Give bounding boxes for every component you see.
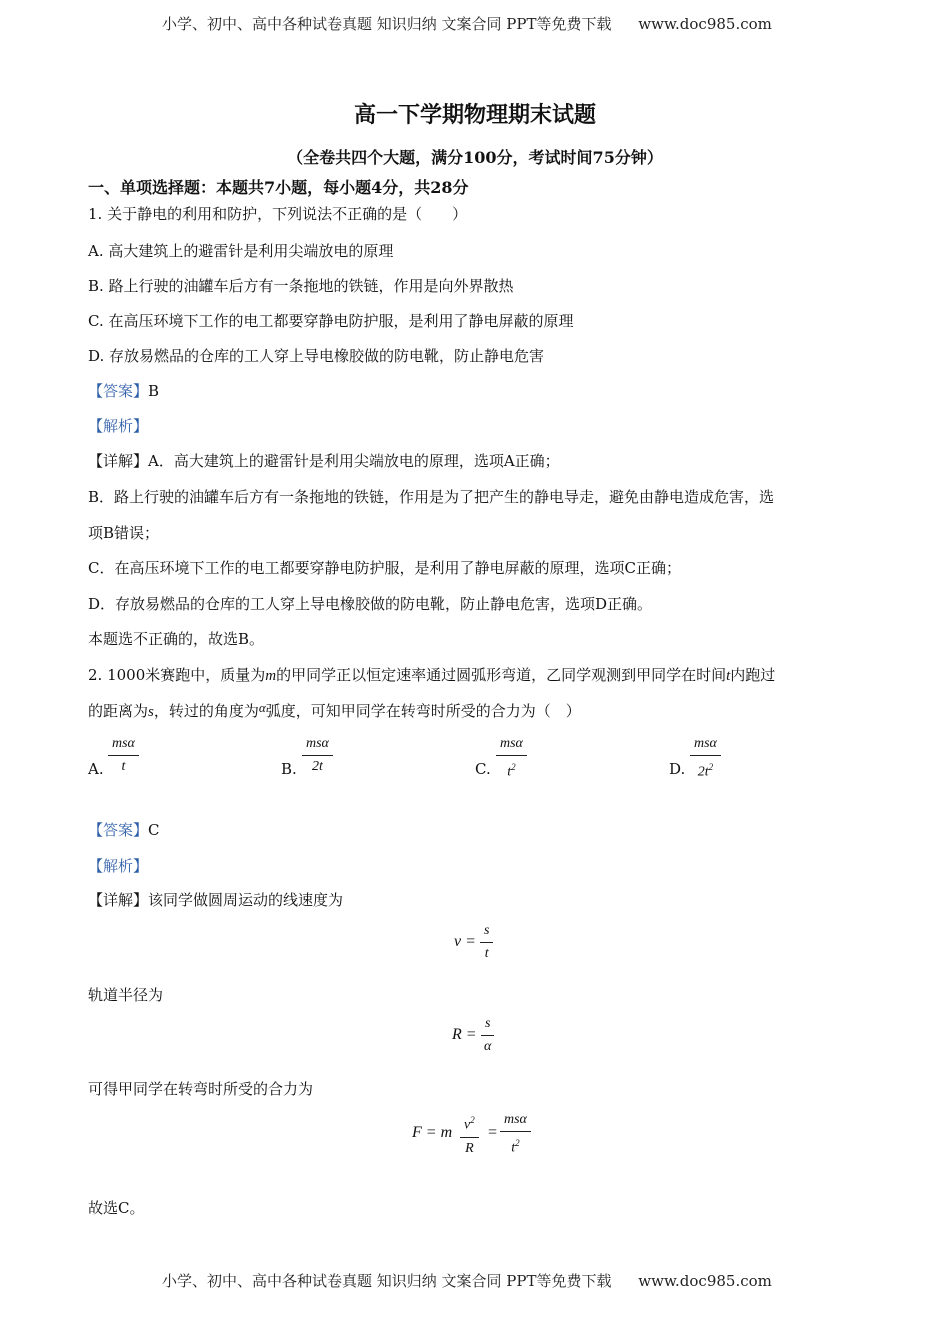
- var-m: m: [265, 668, 277, 684]
- q1-analysis-tag: 【解析】: [88, 417, 149, 435]
- eq2-fraction: [481, 1016, 494, 1055]
- q1-detail-4: D．存放易燃品的仓库的工人穿上导电橡胶做的防电靴，防止静电危害，选项D正确。: [88, 595, 653, 613]
- var-alpha: α: [258, 700, 266, 715]
- q2-option-d-label: D.: [669, 760, 686, 778]
- q2-option-b-fraction: [302, 736, 333, 775]
- footer-url[interactable]: www.doc985.com: [638, 1272, 772, 1290]
- fraction-denominator: t: [484, 946, 489, 961]
- fraction-denominator: [690, 759, 721, 781]
- q1-option-c: C. 在高压环境下工作的电工都要穿静电防护服，是利用了静电屏蔽的原理: [88, 312, 574, 330]
- eq2-lhs: R =: [452, 1026, 477, 1043]
- q1-detail-2a: B．路上行驶的油罐车后方有一条拖地的铁链，作用是为了把产生的静电导走，避免由静电造成危害，选: [88, 488, 775, 506]
- q2-detail-intro: [88, 889, 343, 910]
- answer-tag: 【答案】: [88, 821, 149, 839]
- den-exponent: 2: [515, 1138, 520, 1148]
- den-base: t: [507, 764, 512, 780]
- q2-option-c-label: C.: [475, 760, 491, 778]
- eq3-fraction-2: [500, 1112, 531, 1157]
- fraction-denominator: [496, 759, 527, 781]
- q2-option-c-fraction: [496, 736, 527, 781]
- q1-option-a: A. 高大建筑上的避雷针是利用尖端放电的原理: [88, 242, 394, 260]
- q2-option-a-fraction: [108, 736, 139, 775]
- q1-option-b: B. 路上行驶的油罐车后方有一条拖地的铁链，作用是向外界散热: [88, 277, 514, 295]
- q1-detail-1: [88, 450, 560, 471]
- q1-stem: 1. 关于静电的利用和防护，下列说法不正确的是（ ）: [88, 205, 468, 223]
- q2-analysis-tag: 【解析】: [88, 857, 149, 875]
- q2-force-text: 可得甲同学在转弯时所受的合力为: [88, 1080, 314, 1098]
- footer-text: 小学、初中、高中各种试卷真题 知识归纳 文案合同 PPT等免费下载: [162, 1272, 612, 1290]
- page-subtitle: （全卷共四个大题，满分100分，考试时间75分钟）: [287, 148, 663, 167]
- q2-radius-text: 轨道半径为: [88, 986, 164, 1004]
- fraction-numerator: msα: [500, 736, 523, 751]
- var-s: s: [148, 704, 154, 720]
- stem-text: 的甲同学正以恒定速率通过圆弧形弯道，乙同学观测到甲同学在时间: [276, 666, 727, 684]
- q2-stem-line1: [88, 664, 775, 685]
- fraction-denominator: α: [484, 1039, 492, 1054]
- fraction-numerator: msα: [112, 736, 135, 751]
- var-t: t: [726, 668, 731, 684]
- stem-text: 2. 1000米赛跑中，质量为: [88, 666, 266, 684]
- eq1-fraction: [480, 923, 493, 962]
- detail-tag: 【详解】: [88, 891, 149, 909]
- page-title: 高一下学期物理期末试题: [353, 102, 596, 128]
- q1-option-d: D. 存放易燃品的仓库的工人穿上导电橡胶做的防电靴，防止静电危害: [88, 347, 545, 365]
- fraction-numerator: s: [485, 1016, 491, 1031]
- fraction-denominator: 2t: [312, 759, 323, 774]
- detail-text: A．高大建筑上的避雷针是利用尖端放电的原理，选项A正确；: [148, 452, 560, 470]
- q1-answer: [88, 380, 159, 401]
- detail-tag: 【详解】: [88, 452, 149, 470]
- stem-text: 的距离为: [88, 702, 149, 720]
- fraction-denominator: R: [465, 1140, 474, 1156]
- eq3-equals: =: [487, 1124, 498, 1141]
- answer-value: B: [148, 382, 160, 400]
- q2-option-b-label: B.: [281, 760, 297, 778]
- fraction-numerator: msα: [504, 1112, 527, 1127]
- eq1-lhs: v =: [454, 933, 476, 950]
- num-base: v: [464, 1117, 471, 1133]
- fraction-numerator: msα: [694, 736, 717, 751]
- fraction-numerator: s: [484, 923, 490, 938]
- q1-detail-2b: 项B错误；: [88, 524, 160, 542]
- eq3-lhs: F = m: [412, 1124, 453, 1141]
- q2-answer: [88, 819, 160, 840]
- stem-text: ，转过的角度为: [153, 702, 259, 720]
- detail-text: 该同学做圆周运动的线速度为: [148, 891, 344, 909]
- fraction-denominator: [500, 1135, 531, 1157]
- num-exponent: 2: [470, 1115, 475, 1125]
- q2-option-a-label: A.: [88, 760, 104, 778]
- header-url[interactable]: www.doc985.com: [638, 15, 772, 33]
- header-text: 小学、初中、高中各种试卷真题 知识归纳 文案合同 PPT等免费下载: [162, 15, 612, 33]
- answer-tag: 【答案】: [88, 382, 149, 400]
- page-header: [162, 13, 772, 34]
- stem-text: 内跑过: [730, 666, 776, 684]
- den-base: t: [511, 1140, 516, 1156]
- den-exponent: 2: [708, 762, 714, 772]
- fraction-numerator: [460, 1112, 479, 1134]
- den-exponent: 2: [511, 762, 516, 772]
- page-footer: [162, 1270, 772, 1291]
- den-base: 2t: [697, 764, 709, 780]
- fraction-numerator: msα: [306, 736, 329, 751]
- q1-detail-3: C．在高压环境下工作的电工都要穿静电防护服，是利用了静电屏蔽的原理，选项C正确；: [88, 559, 681, 577]
- q2-option-d-fraction: [690, 736, 721, 781]
- q2-stem-line2: [88, 700, 581, 721]
- section-heading: 一、单项选择题：本题共7小题，每小题4分，共28分: [88, 178, 469, 197]
- q1-conclusion: 本题选不正确的，故选B。: [88, 630, 265, 648]
- eq3-fraction-1: [460, 1112, 479, 1157]
- stem-text: 弧度，可知甲同学在转弯时所受的合力为（ ）: [265, 702, 581, 720]
- fraction-denominator: t: [121, 759, 126, 774]
- answer-value: C: [148, 821, 160, 839]
- q2-conclusion: 故选C。: [88, 1199, 145, 1217]
